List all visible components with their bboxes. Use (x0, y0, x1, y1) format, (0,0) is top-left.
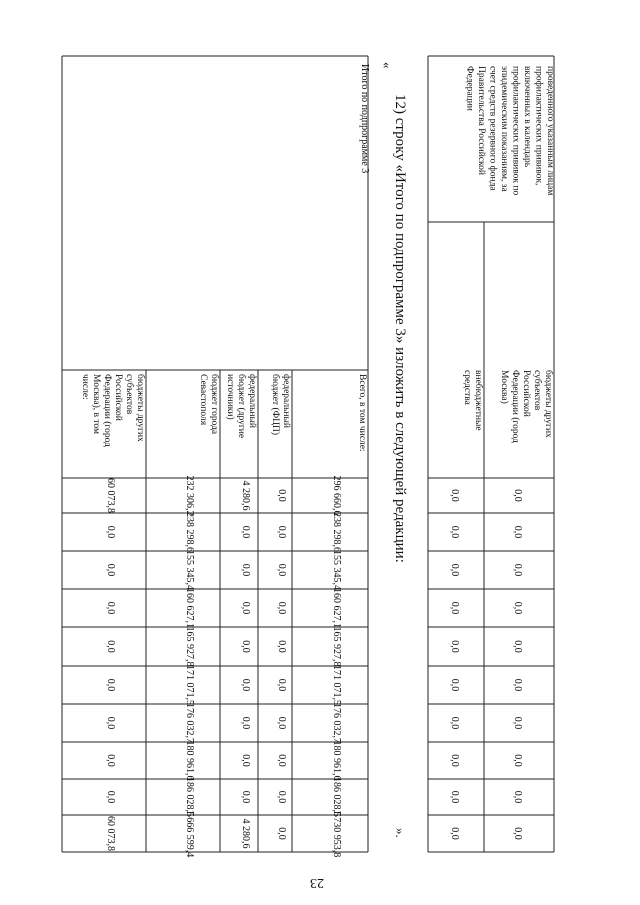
main-cell-value: 176 032,7 (184, 703, 195, 743)
top-cell-value: 0,0 (512, 525, 523, 539)
top-cell-value: 0,0 (512, 678, 523, 692)
main-cell-value: 0,0 (276, 601, 287, 615)
main-cell-value: 155 345,4 (184, 550, 195, 590)
top-cell-value: 0,0 (449, 489, 460, 502)
top-cell-value: 0,0 (449, 716, 460, 730)
main-cell-value: 0,0 (276, 790, 287, 804)
top-cell-value: 0,0 (449, 678, 460, 692)
main-cell-value: 0,0 (276, 827, 287, 840)
top-row-label-line: бюджеты других (543, 370, 553, 438)
main-cell-value: 160 627,1 (184, 588, 195, 628)
main-row-label-line: Севастополя (198, 374, 208, 426)
main-cell-value: 60 073,8 (105, 478, 116, 513)
main-cell-value: 0,0 (240, 640, 251, 653)
top-row-label-line: Российской (521, 370, 531, 417)
top-row-label-line: Москва) (499, 370, 509, 404)
top-cell-value: 0,0 (512, 640, 523, 653)
main-row-label-line: федеральный (281, 374, 291, 428)
top-cell-value: 0,0 (512, 754, 523, 767)
top-row-label-line: субъектов (532, 370, 542, 411)
main-row-label-line: Российской (113, 374, 123, 421)
main-cell-value: 0,0 (276, 489, 287, 502)
main-cell-value: 0,0 (240, 754, 251, 767)
top-desc-line: профилактических прививок, (533, 66, 544, 186)
top-cell-value: 0,0 (512, 790, 523, 804)
top-cell-value: 0,0 (449, 754, 460, 767)
top-row-label-line: средства (462, 370, 472, 405)
main-row-label-line: Федерации (город (102, 374, 112, 447)
main-table-title: Итого по подпрограмме 3 (359, 64, 370, 174)
main-cell-value: 1 666 599,4 (184, 809, 195, 858)
main-cell-value: 0,0 (276, 716, 287, 730)
top-cell-value: 0,0 (449, 525, 460, 539)
main-cell-value: 0,0 (276, 754, 287, 767)
main-cell-value: 171 071,5 (331, 665, 342, 705)
top-desc-line: эпидемическим показаниям, за (499, 66, 509, 192)
main-cell-value: 165 927,8 (331, 626, 342, 667)
main-cell-value: 296 660,6 (331, 475, 342, 516)
main-cell-value: 0,0 (240, 678, 251, 692)
main-cell-value: 238 298,6 (184, 512, 195, 552)
main-cell-value: 160 627,1 (331, 588, 342, 628)
main-row-label-line: субъектов (124, 374, 134, 415)
main-row-label-line: бюджет (ФЦП) (270, 374, 280, 436)
top-cell-value: 0,0 (449, 640, 460, 653)
main-cell-value: 165 927,8 (184, 626, 195, 667)
top-cell-value: 0,0 (449, 563, 460, 577)
main-row-label-line: числе: (80, 374, 90, 400)
top-cell-value: 0,0 (512, 563, 523, 577)
top-desc-line: профилактических прививок по (510, 66, 521, 196)
main-cell-value: 0,0 (105, 525, 116, 539)
main-row-label-line: бюджеты других (135, 374, 145, 442)
main-cell-value: 155 345,4 (331, 550, 342, 590)
main-cell-value: 232 306,2 (184, 475, 195, 516)
top-cell-value: 0,0 (449, 601, 460, 615)
instruction-text: 12) строку «Итого по подпрограмме 3» изложить в следующей редакции: (392, 94, 408, 563)
main-cell-value: 1 730 953,8 (331, 809, 342, 858)
top-desc-line: проведенного указанным лицам (545, 66, 555, 196)
main-row-label-line: бюджет (другие (236, 374, 246, 439)
main-cell-value: 0,0 (276, 563, 287, 577)
top-desc-line: счет средств резервного фонда (487, 66, 498, 191)
top-cell-value: 0,0 (512, 716, 523, 730)
top-row-label-line: Федерации (город (510, 370, 520, 443)
quote-close: ». (393, 828, 408, 838)
main-row-label-line: бюджет города (209, 374, 219, 435)
main-row-label-line: источники) (225, 374, 235, 420)
main-cell-value: 180 961,6 (331, 740, 342, 781)
main-cell-value: 238 298,6 (331, 512, 342, 552)
main-cell-value: 0,0 (105, 716, 116, 730)
main-cell-value: 0,0 (240, 716, 251, 730)
main-cell-value: 186 028,5 (184, 777, 195, 817)
main-cell-value: 0,0 (276, 678, 287, 692)
top-cell-value: 0,0 (449, 790, 460, 804)
page-number: 23 (310, 875, 324, 890)
top-cell-value: 0,0 (512, 489, 523, 502)
main-cell-value: 0,0 (276, 640, 287, 653)
main-cell-value: 0,0 (105, 678, 116, 692)
main-row-label-line: Всего, в том числе: (357, 374, 367, 452)
main-row-label-line: федеральный (247, 374, 257, 428)
main-cell-value: 4 280,6 (240, 480, 251, 511)
main-cell-value: 186 028,5 (331, 777, 342, 817)
main-cell-value: 0,0 (240, 563, 251, 577)
main-cell-value: 0,0 (240, 525, 251, 539)
main-cell-value: 0,0 (105, 790, 116, 804)
main-cell-value: 0,0 (276, 525, 287, 539)
main-cell-value: 0,0 (105, 754, 116, 767)
main-cell-value: 0,0 (105, 640, 116, 653)
main-cell-value: 171 071,5 (184, 665, 195, 705)
top-cell-value: 0,0 (512, 601, 523, 615)
main-row-label-line: Москва), в том (91, 374, 101, 434)
main-cell-value: 176 032,7 (331, 703, 342, 743)
main-cell-value: 60 073,8 (105, 816, 116, 851)
top-desc-line: Федерации (464, 66, 475, 111)
main-cell-value: 180 961,6 (184, 740, 195, 781)
top-cell-value: 0,0 (449, 827, 460, 840)
top-desc-line: Правительства Российской (476, 66, 486, 175)
main-cell-value: 0,0 (105, 563, 116, 577)
main-cell-value: 0,0 (240, 790, 251, 804)
top-cell-value: 0,0 (512, 827, 523, 840)
top-desc-line: включенных в календарь (522, 66, 532, 168)
main-cell-value: 0,0 (240, 601, 251, 615)
main-cell-value: 4 280,6 (240, 818, 251, 849)
top-row-label-line: внебюджетные (473, 370, 483, 431)
main-cell-value: 0,0 (105, 601, 116, 615)
quote-open: « (380, 62, 395, 69)
